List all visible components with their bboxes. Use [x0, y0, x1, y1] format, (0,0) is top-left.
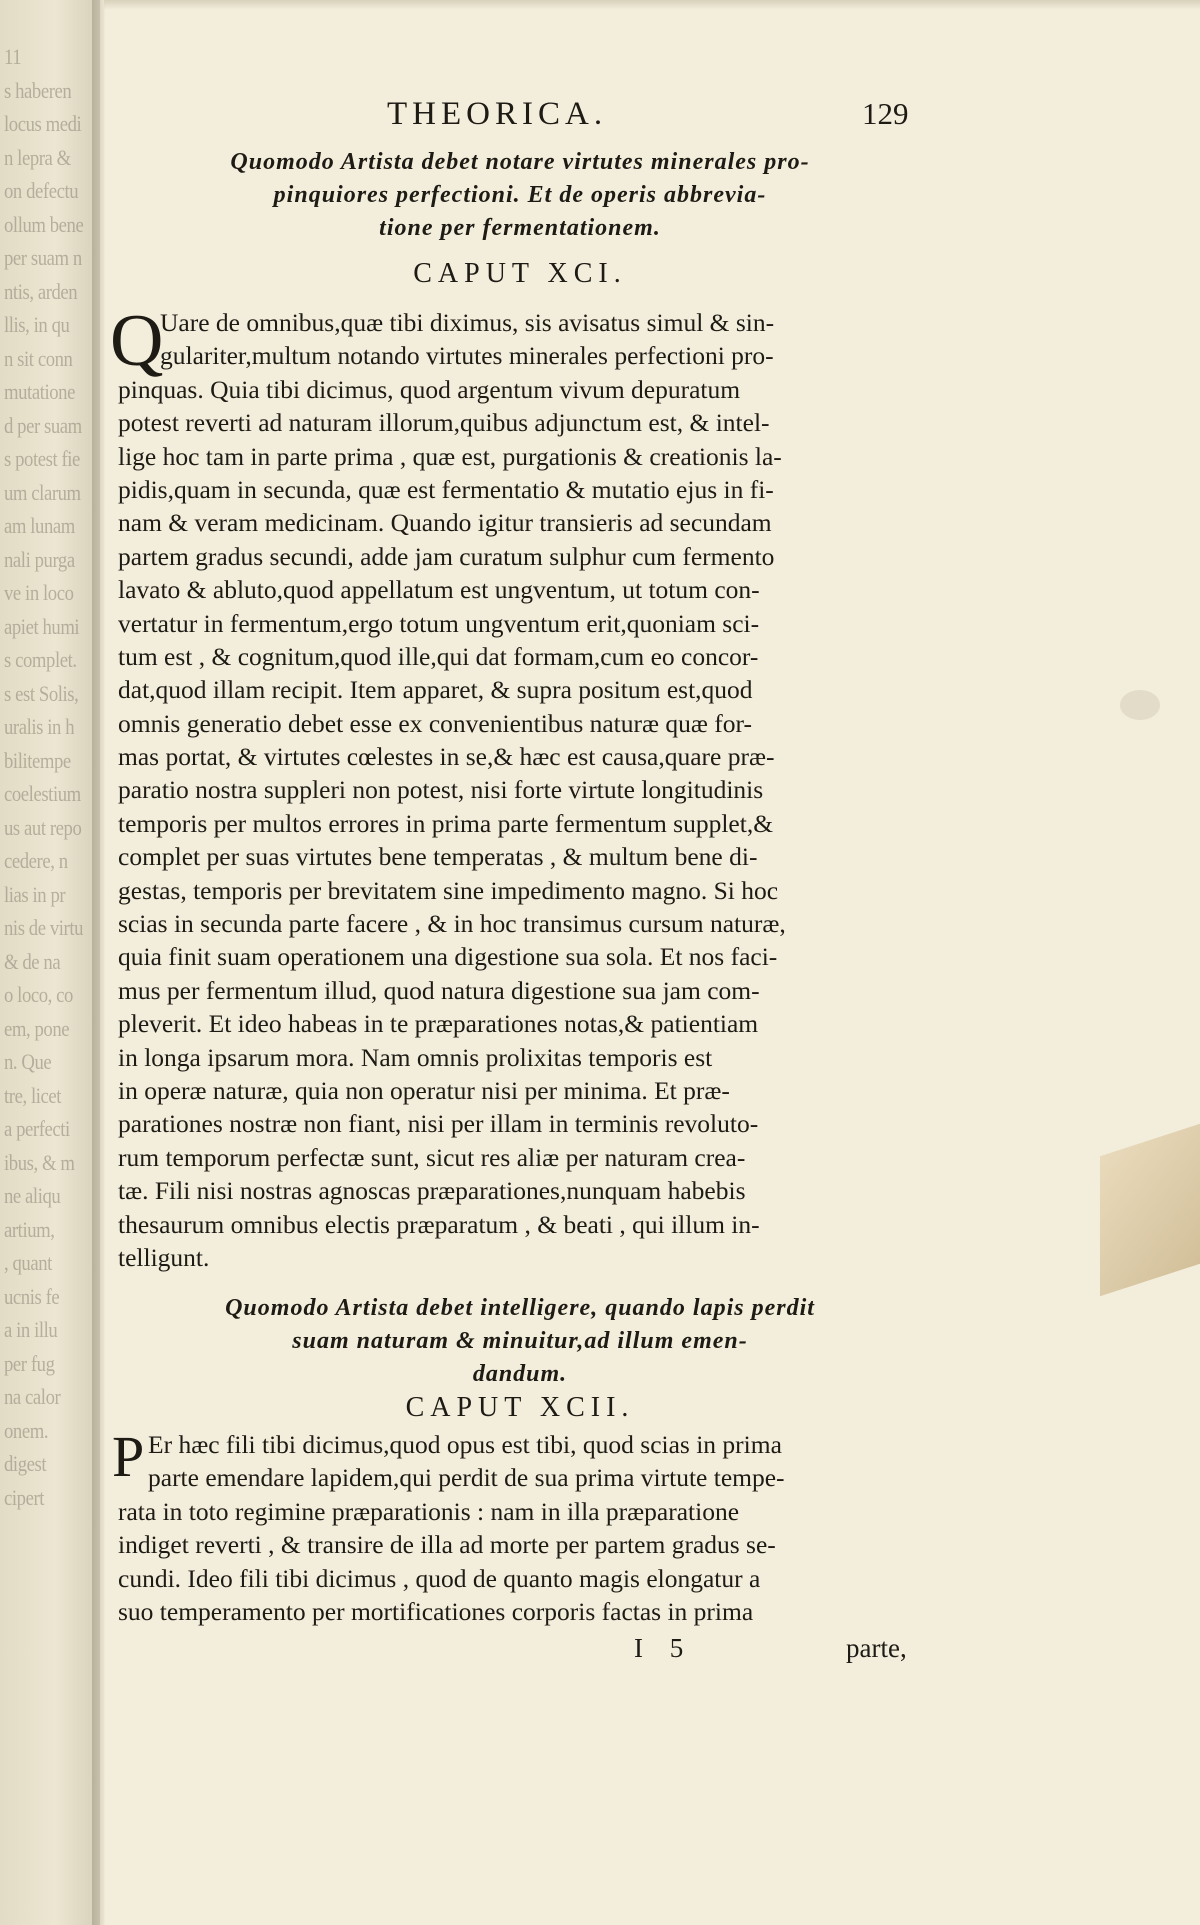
facing-page-fragment: ne aliqu — [4, 1183, 61, 1208]
text-line: parationes nostræ non fiant, nisi per illam in terminis revoluto- — [118, 1109, 759, 1139]
facing-page-fragment: mutatione — [4, 379, 75, 404]
text-line: complet per suas virtutes bene temperatas , & multum bene di- — [118, 842, 758, 872]
text-line: tæ. Fili nisi nostras agnoscas præparationes,nunquam habebis — [118, 1176, 746, 1206]
facing-page-fragment: na calor — [4, 1384, 61, 1409]
page-header — [104, 96, 1200, 140]
facing-page-fragment: am lunam — [4, 513, 75, 538]
title-line: dandum. — [472, 1361, 568, 1387]
title-line: Quomodo Artista debet notare virtutes minerales pro- — [230, 149, 810, 175]
facing-page-fragment: a perfecti — [4, 1116, 70, 1141]
facing-page-fragment: n sit conn — [4, 345, 73, 371]
facing-page-fragment: cipert — [4, 1484, 45, 1510]
text-line: lige hoc tam in parte prima , quæ est, purgationis & creationis la- — [118, 441, 782, 471]
facing-page-fragment: ibus, & m — [4, 1149, 75, 1175]
text-line: gulariter,multum notando virtutes minerales perfectioni pro- — [160, 341, 774, 371]
page-footer — [104, 1633, 1200, 1669]
chapter-91-dropcap: Q — [110, 300, 164, 382]
facing-page-fragment: per fug — [4, 1350, 55, 1376]
chapter-91-heading: CAPUT XCI. — [413, 258, 627, 289]
text-line: Uare de omnibus,quæ tibi diximus, sis avisatus simul & sin- — [160, 308, 775, 337]
text-line: rum temporum perfectæ sunt, sicut res aliæ per naturam crea- — [118, 1142, 746, 1172]
text-line: mas portat, & virtutes cœlestes in se,& hæc est causa,quare præ- — [118, 742, 775, 772]
text-line: paratio nostra suppleri non potest, nisi forte virtute longitudinis — [118, 775, 764, 805]
text-line: mus per fermentum illud, quod natura digestione sua jam com- — [118, 975, 760, 1005]
facing-page-fragment: s complet. — [4, 647, 77, 672]
text-line: quia finit suam operationem una digestione sua sola. Et nos faci- — [118, 942, 778, 972]
title-line: suam naturam & minuitur,ad illum emen- — [292, 1328, 748, 1354]
text-line: potest reverti ad naturam illorum,quibus adjunctum est, & intel- — [118, 408, 770, 438]
facing-page-fragment: bilitempe — [4, 747, 71, 773]
facing-page-fragment: cedere, n — [4, 848, 68, 873]
chapter-92-heading: CAPUT XCII. — [405, 1392, 635, 1423]
facing-page-fragment: ucnis fe — [4, 1283, 60, 1309]
chapter-91-text — [118, 306, 918, 1274]
text-line: rata in toto regimine præparationis : nam in illa præparatione — [118, 1496, 740, 1526]
text-line: pinquas. Quia tibi dicimus, quod argentum vivum depuratum — [118, 374, 741, 404]
facing-page-fragment: per suam n — [4, 245, 82, 270]
text-line: lavato & abluto,quod appellatum est ungventum, ut totum con- — [118, 575, 760, 605]
facing-page-fragment: tre, licet — [4, 1082, 62, 1108]
facing-page-fragment: n lepra & — [4, 144, 71, 170]
chapter-92-title — [140, 1292, 900, 1391]
title-line: Quomodo Artista debet intelligere, quando lapis perdit — [225, 1295, 815, 1321]
title-line: pinquiores perfectioni. Et de operis abbrevia- — [273, 182, 767, 208]
facing-page-fragment: uralis in h — [4, 714, 75, 739]
text-line: dat,quod illam recipit. Item apparet, & supra positum est,quod — [118, 675, 753, 705]
text-line: parte emendare lapidem,qui perdit de sua prima virtute tempe- — [148, 1463, 785, 1493]
text-line: pidis,quam in secunda, quæ est fermentatio & mutatio ejus in fi- — [118, 474, 774, 504]
facing-page-fragment: lias in pr — [4, 881, 66, 907]
text-line: temporis per multos errores in prima parte fermentum supplet,& — [118, 808, 774, 838]
facing-page-fragment: s potest fie — [4, 446, 80, 471]
chapter-92-dropcap: P — [112, 1424, 145, 1489]
title-line: tione per fermentationem. — [379, 215, 661, 241]
text-line: partem gradus secundi, adde jam curatum sulphur cum fermento — [118, 541, 775, 571]
facing-page-fragment: ve in loco — [4, 580, 74, 605]
text-line: tum est , & cognitum,quod ille,qui dat formam,cum eo concor- — [118, 641, 759, 671]
text-line: gestas, temporis per brevitatem sine impedimento magno. Si hoc — [118, 875, 779, 905]
facing-page-fragment: n. Que — [4, 1049, 52, 1074]
facing-page-edge — [0, 0, 100, 1925]
text-line: cundi. Ideo fili tibi dicimus , quod de quanto magis elongatur a — [118, 1563, 761, 1593]
facing-page-fragment: ntis, arden — [4, 278, 78, 304]
facing-page-fragment: 11 — [4, 44, 22, 69]
running-head: THEORICA. — [387, 96, 608, 132]
text-line: Er hæc fili tibi dicimus,quod opus est tibi, quod scias in prima — [148, 1430, 782, 1459]
text-line: vertatur in fermentum,ergo totum ungventum erit,quoniam sci- — [118, 608, 760, 638]
facing-page-fragment: nali purga — [4, 546, 75, 572]
facing-page-fragment: coelestium — [4, 781, 81, 806]
paper-stain — [1120, 690, 1160, 720]
signature-mark: I 5 — [634, 1633, 694, 1663]
facing-page-fragment: s est Solis, — [4, 680, 79, 706]
page-top-edge — [104, 0, 1200, 10]
facing-page-fragment: artium, — [4, 1216, 55, 1242]
chapter-91-title — [140, 146, 900, 245]
facing-page-fragment: & de na — [4, 948, 61, 974]
text-line: suo temperamento per mortificationes corporis factas in prima — [118, 1596, 754, 1626]
facing-page-fragment: apiet humi — [4, 613, 80, 639]
text-line: scias in secunda parte facere , & in hoc transimus cursum naturæ, — [118, 909, 786, 939]
text-line: pleverit. Et ideo habeas in te præparationes notas,& patientiam — [118, 1009, 759, 1039]
facing-page-fragment: onem. — [4, 1417, 49, 1443]
text-line: nam & veram medicinam. Quando igitur transieris ad secundam — [118, 508, 772, 538]
facing-page-fragment: nis de virtu — [4, 915, 84, 940]
facing-page-fragment: digest — [4, 1451, 47, 1476]
facing-page-fragment: us aut repo — [4, 814, 82, 840]
text-line: telligunt. — [118, 1242, 210, 1272]
facing-page-fragment: locus medi — [4, 111, 82, 136]
text-line: in operæ naturæ, quia non operatur nisi per minima. Et præ- — [118, 1075, 730, 1105]
facing-page-fragment: o loco, co — [4, 982, 73, 1007]
text-line: in longa ipsarum mora. Nam omnis prolixitas temporis est — [118, 1042, 713, 1072]
facing-page-fragment: ollum bene — [4, 211, 84, 237]
facing-page-fragment: d per suam — [4, 412, 82, 438]
facing-page-fragment: em, pone — [4, 1015, 70, 1041]
facing-page-fragment: , quant — [4, 1250, 52, 1275]
facing-page-fragment: a in illu — [4, 1317, 58, 1342]
text-line: indiget reverti , & transire de illa ad morte per partem gradus se- — [118, 1530, 776, 1560]
page-number: 129 — [862, 96, 909, 131]
text-line: omnis generatio debet esse ex convenientibus naturæ quæ for- — [118, 708, 752, 738]
catchword: parte, — [846, 1633, 907, 1663]
facing-page-fragment: llis, in qu — [4, 312, 70, 337]
text-line: thesaurum omnibus electis præparatum , & beati , qui illum in- — [118, 1209, 760, 1239]
facing-page-fragment: s haberen — [4, 77, 72, 103]
facing-page-fragment: um clarum — [4, 479, 81, 505]
facing-page-fragment: on defectu — [4, 178, 79, 203]
chapter-92-text — [118, 1428, 918, 1628]
